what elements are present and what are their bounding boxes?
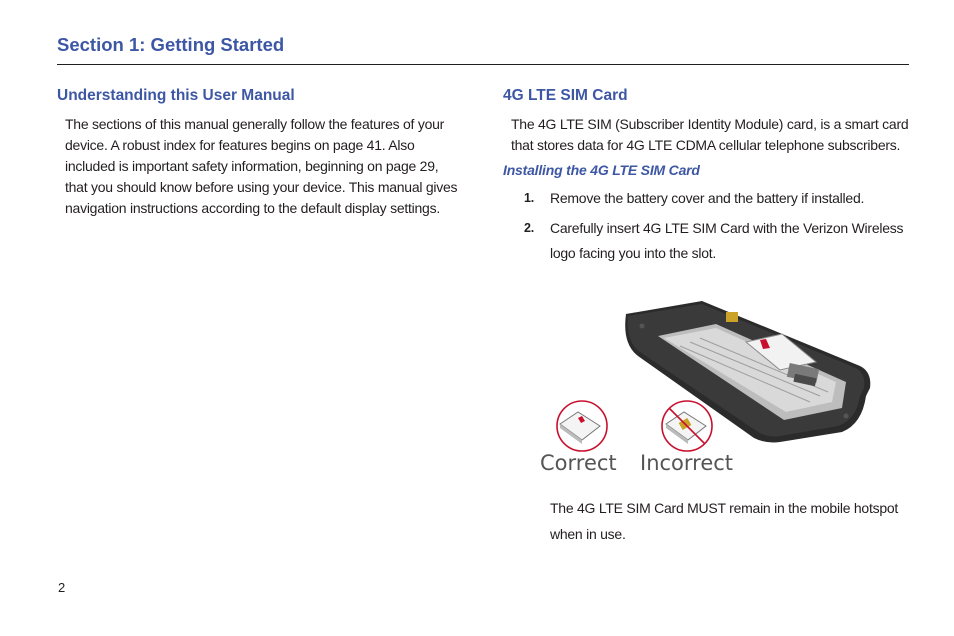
sim-card-heading: 4G LTE SIM Card: [503, 87, 628, 104]
step-text: Remove the battery cover and the battery if installed.: [550, 190, 865, 206]
sim-insertion-figure: [530, 296, 880, 486]
left-section-body: The sections of this manual generally follow the features of your device. A robust index for features begins on page 41. Also included is important safety information, beginning on page 29, that you should know before using your device. This manual gives navigation instructions according to the default display settings.: [65, 116, 458, 216]
correct-sim-icon: [557, 401, 607, 451]
installing-subheading: Installing the 4G LTE SIM Card: [503, 162, 700, 178]
page-number: 2: [58, 580, 66, 595]
left-section-heading: Understanding this User Manual: [57, 87, 295, 104]
sim-card-body: The 4G LTE SIM (Subscriber Identity Module) card, is a smart card that stores data for 4G LTE CDMA cellular telephone subscribers.: [511, 116, 909, 153]
step-number: 1.: [524, 191, 534, 205]
incorrect-label: Incorrect: [640, 451, 734, 475]
step-number: 2.: [524, 221, 534, 235]
sim-note: The 4G LTE SIM Card MUST remain in the mobile hotspot when in use.: [550, 500, 899, 542]
incorrect-sim-icon: [662, 401, 712, 451]
header-rule: [57, 64, 909, 65]
section-title: Section 1: Getting Started: [57, 34, 285, 55]
step-item: [524, 186, 914, 211]
step-item: [524, 216, 914, 266]
step-text: Carefully insert 4G LTE SIM Card with the Verizon Wireless logo facing you into the slot.: [550, 220, 904, 261]
correct-label: Correct: [540, 451, 617, 475]
